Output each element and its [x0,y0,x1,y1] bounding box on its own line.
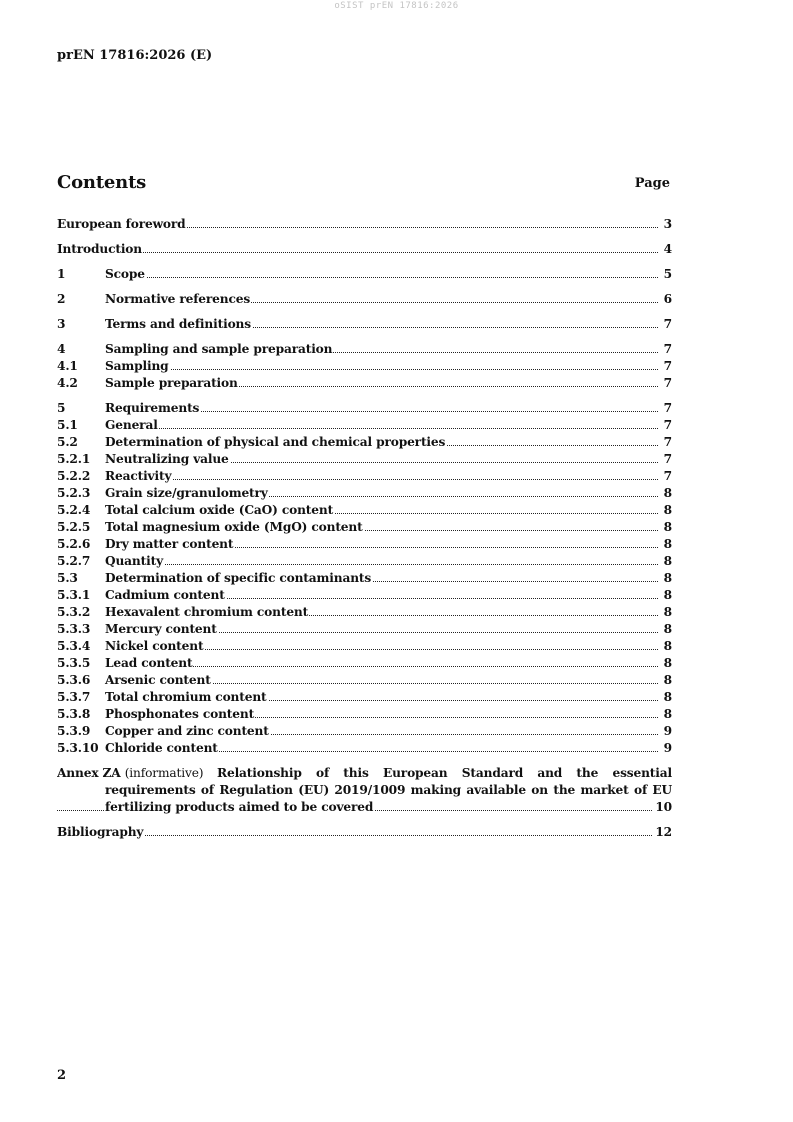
toc-entry-page: 7 [661,400,672,416]
annex-label [57,765,203,782]
toc-header [57,172,670,198]
toc-entry-page: 4 [661,241,672,257]
toc-entry-number: 5.3 [57,570,105,586]
toc-entry[interactable] [57,519,672,536]
toc-entry-title: Determination of physical and chemical properties [105,435,446,449]
toc-entry-title: Mercury content [105,622,217,636]
toc-entry-title: Copper and zinc content [105,724,269,738]
toc-entry-page: 8 [661,502,672,518]
table-of-contents [57,216,672,841]
toc-entry-number: 5.3.9 [57,723,105,739]
toc-entry-title: Hexavalent chromium content [105,605,309,619]
toc-entry-title: Grain size/granulometry [105,486,268,500]
toc-entry[interactable] [57,570,672,587]
toc-entry-page: 8 [661,706,672,722]
toc-entry-page: 6 [661,291,672,307]
toc-entry[interactable] [57,655,672,672]
toc-entry[interactable] [57,241,672,258]
toc-title: Contents [57,172,147,193]
toc-entry-number: 5.2.4 [57,502,105,518]
toc-entry-title: Total chromium content [105,690,267,704]
toc-entry-title: Quantity [105,554,164,568]
toc-entry-page: 7 [661,341,672,357]
toc-entry[interactable] [57,485,672,502]
toc-entry-title: Normative references [105,292,251,306]
toc-entry-number: 5.3.7 [57,689,105,705]
annex-title-line-3: fertilizing products aimed to be covered [105,800,374,814]
dot-leader [57,252,658,253]
toc-entry-page: 8 [661,536,672,552]
toc-entry[interactable] [57,621,672,638]
toc-entry-title: Cadmium content [105,588,225,602]
toc-entry-title: Nickel content [105,639,204,653]
toc-entry-page: 8 [661,689,672,705]
toc-entry-page: 9 [661,723,672,739]
toc-entry-number: 1 [57,266,105,282]
toc-entry[interactable] [57,341,672,358]
toc-entry-title: Bibliography [57,825,144,839]
toc-entry-number: 2 [57,291,105,307]
toc-entry-title: Lead content [105,656,193,670]
toc-entry-title: Total magnesium oxide (MgO) content [105,520,363,534]
toc-entry-title: Dry matter content [105,537,234,551]
annex-title-line-2: requirements of Regulation (EU) 2019/1009 making available on the market of EU [105,783,672,797]
toc-entry-number: 5.2.5 [57,519,105,535]
toc-entry-title: Arsenic content [105,673,211,687]
toc-entry-number: 4.1 [57,358,105,374]
toc-entry[interactable] [57,216,672,233]
toc-entry-page: 5 [661,266,672,282]
toc-entry-number: 5.2 [57,434,105,450]
toc-entry[interactable] [57,291,672,308]
toc-entry-number: 5.3.2 [57,604,105,620]
toc-entry-title: Total calcium oxide (CaO) content [105,503,334,517]
toc-entry[interactable] [57,266,672,283]
toc-entry[interactable] [57,638,672,655]
toc-entry-title: Phosphonates content [105,707,255,721]
toc-entry[interactable] [57,451,672,468]
toc-entry-page: 8 [661,570,672,586]
toc-entry-page: 7 [661,468,672,484]
toc-entry-page: 9 [661,740,672,756]
toc-entry-page: 7 [661,358,672,374]
toc-entry-page: 7 [661,417,672,433]
toc-entry-page: 8 [661,553,672,569]
toc-entry-bibliography[interactable] [57,824,672,841]
toc-entry[interactable] [57,417,672,434]
toc-entry-title: Scope [105,267,145,281]
annex-id: Annex ZA [57,766,121,780]
toc-entry-page: 8 [661,672,672,688]
toc-entry-number: 5.2.1 [57,451,105,467]
page-number: 2 [57,1068,67,1083]
toc-entry-page: 8 [661,587,672,603]
toc-page-label: Page [634,176,670,191]
toc-entry-number: 3 [57,316,105,332]
annex-line-2 [57,782,672,799]
toc-entry-number: 4.2 [57,375,105,391]
toc-entry[interactable] [57,434,672,451]
toc-entry-page: 7 [661,316,672,332]
toc-entry-title: Determination of specific contaminants [105,571,372,585]
toc-entry-page: 7 [661,375,672,391]
toc-entry-page: 7 [661,451,672,467]
toc-entry-number: 5.3.3 [57,621,105,637]
toc-entry-number: 5.2.3 [57,485,105,501]
toc-entry-title: General [105,418,158,432]
toc-entry-number: 5.3.1 [57,587,105,603]
toc-entry-title: Chloride content [105,741,218,755]
toc-entry-number: 5.2.6 [57,536,105,552]
toc-entry[interactable] [57,723,672,740]
toc-entry-title: European foreword [57,217,186,231]
dot-leader [57,835,658,836]
toc-entry[interactable] [57,468,672,485]
toc-entry-number: 5.2.2 [57,468,105,484]
annex-title-line-1: Relationship of this European Standard and the essential [217,766,672,780]
toc-entry-number: 5 [57,400,105,416]
toc-entry[interactable] [57,536,672,553]
toc-entry-page: 12 [652,824,672,840]
annex-informative: (informative) [124,766,204,780]
toc-entry-page: 8 [661,485,672,501]
toc-entry-page: 3 [661,216,672,232]
toc-entry[interactable] [57,358,672,375]
toc-entry-title: Introduction [57,242,142,256]
toc-entry[interactable] [57,316,672,333]
toc-entry-number: 5.3.5 [57,655,105,671]
toc-entry[interactable] [57,375,672,392]
toc-entry-page: 8 [661,638,672,654]
annex-line-1 [57,765,672,782]
toc-entry-title: Sampling and sample preparation [105,342,333,356]
toc-entry-number: 5.1 [57,417,105,433]
toc-entry-title: Reactivity [105,469,172,483]
toc-entry-page: 7 [661,434,672,450]
toc-entry[interactable] [57,587,672,604]
toc-entry-number: 5.2.7 [57,553,105,569]
toc-entry[interactable] [57,706,672,723]
toc-entry-annex[interactable] [57,765,672,816]
toc-entry-title: Terms and definitions [105,317,251,331]
toc-entry-title: Sampling [105,359,169,373]
toc-entry-page: 8 [661,519,672,535]
toc-entry[interactable] [57,740,672,757]
toc-entry[interactable] [57,604,672,621]
toc-entry-page: 8 [661,604,672,620]
document-id: prEN 17816:2026 (E) [57,48,213,63]
dot-leader [57,277,658,278]
toc-entry[interactable] [57,672,672,689]
toc-entry-number: 5.3.6 [57,672,105,688]
toc-entry-page: 8 [661,621,672,637]
toc-entry-number: 5.3.4 [57,638,105,654]
toc-entry[interactable] [57,553,672,570]
toc-entry-number: 4 [57,341,105,357]
toc-entry[interactable] [57,400,672,417]
toc-entry[interactable] [57,502,672,519]
toc-entry[interactable] [57,689,672,706]
toc-entry-number: 5.3.10 [57,740,105,756]
toc-entry-title: Sample preparation [105,376,238,390]
annex-line-3 [57,799,672,816]
watermark: oSIST prEN 17816:2026 [334,1,459,11]
toc-entry-page: 10 [652,799,672,816]
toc-entry-title: Neutralizing value [105,452,229,466]
toc-entry-page: 8 [661,655,672,671]
toc-entry-number: 5.3.8 [57,706,105,722]
toc-entry-title: Requirements [105,401,200,415]
